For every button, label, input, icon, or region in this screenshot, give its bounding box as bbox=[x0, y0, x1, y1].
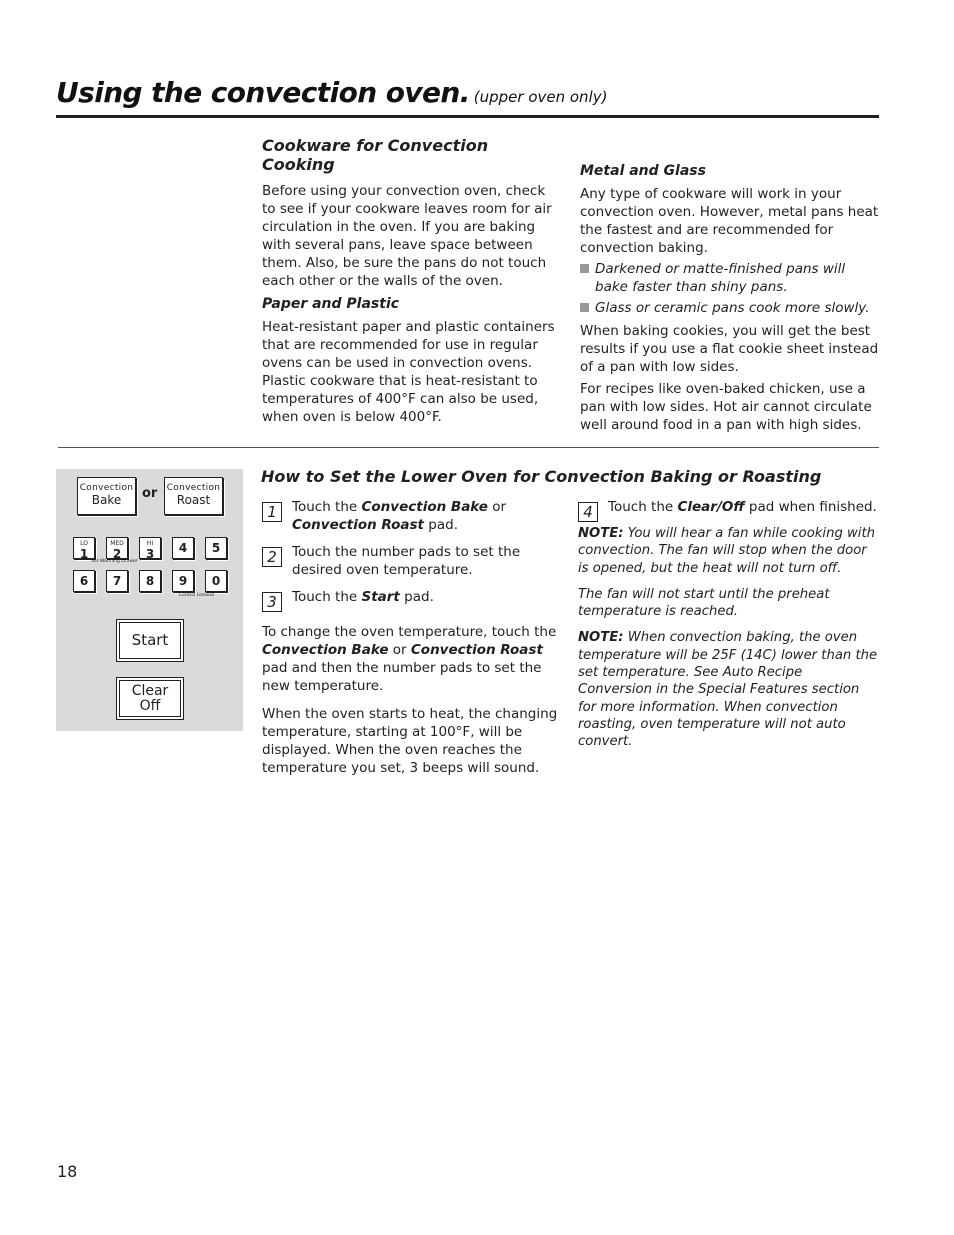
warming-drawer-label: Set Warming Drawer bbox=[91, 559, 138, 564]
notes-column bbox=[578, 498, 878, 751]
bullet-square-icon bbox=[580, 303, 589, 312]
number-key-5: 5 bbox=[205, 537, 227, 559]
number-key-2: MED 2 bbox=[106, 537, 128, 559]
control-lockout-label: Control Lockout bbox=[179, 593, 215, 598]
steps-column bbox=[262, 498, 562, 777]
cookware-intro: Before using your convection oven, check to see if your cookware leaves room for air circulation in the oven. If you are baking with several pans, leave space between them. Also, be sure the pans do not touch each other or the walls of the oven. bbox=[262, 183, 552, 289]
lower-oven-heading: How to Set the Lower Oven for Convection Baking or Roasting bbox=[261, 467, 822, 486]
step-number: 2 bbox=[262, 547, 282, 567]
cookware-column-right bbox=[580, 163, 880, 434]
step-4: 4 Touch the Clear/Off pad when finished. bbox=[578, 498, 878, 516]
number-key-8: 8 bbox=[139, 570, 161, 592]
cookies-text: When baking cookies, you will get the best results if you use a flat cookie sheet instead of a pan with low sides. bbox=[580, 323, 879, 375]
step-3: 3 Touch the Start pad. bbox=[262, 588, 562, 606]
number-key-1: LO 1 bbox=[73, 537, 95, 559]
page-number: 18 bbox=[57, 1162, 78, 1181]
note-fan: NOTE: You will hear a fan while cooking with convection. The fan will stop when the door is opened, but the heat will not turn off. bbox=[578, 526, 875, 576]
list-item: Glass or ceramic pans cook more slowly. bbox=[580, 299, 880, 317]
paper-text: Heat-resistant paper and plastic containers that are recommended for use in regular ovens can be used in convection ovens. Plastic cookware that is heat-resistant to temperatures of 400°F can also be used, when oven is below 400°F. bbox=[262, 319, 555, 425]
convection-roast-key: Convection Roast bbox=[164, 477, 223, 515]
fan-preheat-text: The fan will not start until the preheat temperature is reached. bbox=[578, 586, 830, 620]
step-number: 3 bbox=[262, 592, 282, 612]
or-label: or bbox=[142, 486, 158, 501]
start-key: Start bbox=[116, 619, 184, 662]
page-title: Using the convection oven. (upper oven only) bbox=[56, 76, 608, 109]
convection-bake-key: Convection Bake bbox=[77, 477, 136, 515]
cookware-column-left bbox=[262, 136, 562, 426]
number-key-6: 6 bbox=[73, 570, 95, 592]
bullet-square-icon bbox=[580, 264, 589, 273]
note-convection-baking: NOTE: When convection baking, the oven temperature will be 25F (14C) lower than the set temperature. See Auto Recipe Conversion in the Special Features section for more information. When convection roasting, oven temperature will not auto convert. bbox=[578, 630, 878, 750]
metal-heading: Metal and Glass bbox=[580, 163, 706, 179]
clear-off-key: Clear Off bbox=[116, 677, 184, 720]
step-number: 4 bbox=[578, 502, 598, 522]
control-panel-illustration bbox=[56, 469, 243, 731]
metal-text: Any type of cookware will work in your convection oven. However, metal pans heat the fastest and are recommended for convection baking. bbox=[580, 186, 879, 256]
step-number: 1 bbox=[262, 502, 282, 522]
section-divider bbox=[58, 447, 879, 448]
title-rule bbox=[56, 115, 879, 118]
paper-heading: Paper and Plastic bbox=[262, 296, 400, 312]
change-temperature-text: To change the oven temperature, touch the Convection Bake or Convection Roast pad and then the number pads to set the new temperature. bbox=[262, 624, 557, 694]
number-key-4: 4 bbox=[172, 537, 194, 559]
step-1: 1 Touch the Convection Bake or Convection Roast pad. bbox=[262, 498, 562, 534]
heat-text: When the oven starts to heat, the changing temperature, starting at 100°F, will be displayed. When the oven reaches the temperature you set, 3 beeps will sound. bbox=[262, 706, 558, 776]
page-subtitle: (upper oven only) bbox=[473, 88, 608, 106]
number-key-0: 0 bbox=[205, 570, 227, 592]
number-key-3: HI 3 bbox=[139, 537, 161, 559]
number-key-9: 9 bbox=[172, 570, 194, 592]
cookware-heading: Cookware for Convection Cooking bbox=[262, 136, 489, 174]
list-item: Darkened or matte-finished pans will bake faster than shiny pans. bbox=[580, 260, 880, 296]
recipes-text: For recipes like oven-baked chicken, use a pan with low sides. Hot air cannot circulate well around food in a pan with high sides. bbox=[580, 381, 872, 433]
number-key-7: 7 bbox=[106, 570, 128, 592]
step-2: 2 Touch the number pads to set the desired oven temperature. bbox=[262, 543, 562, 579]
